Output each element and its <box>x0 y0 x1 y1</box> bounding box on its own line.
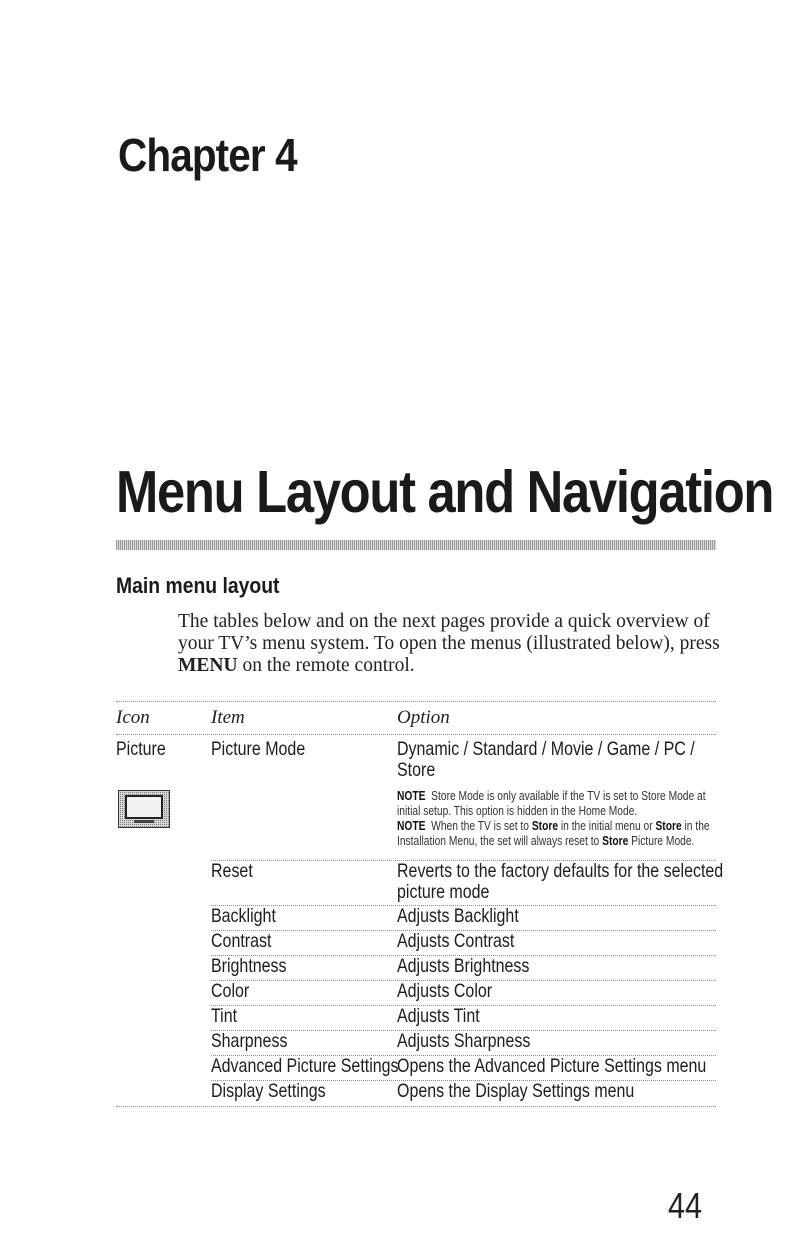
table-row-option: Adjusts Color <box>397 980 493 1002</box>
note-2-text-g: Picture Mode. <box>628 834 695 848</box>
option-reset-2: picture mode <box>397 881 490 903</box>
table-row-option: Opens the Advanced Picture Settings menu <box>397 1055 707 1077</box>
picture-mode-notes <box>397 789 717 849</box>
note-2 <box>397 819 717 849</box>
table-row-option: Adjusts Brightness <box>397 955 530 977</box>
option-picture-mode-2: Store <box>397 759 436 781</box>
table-row-item: Advanced Picture Settings <box>211 1055 399 1077</box>
note-1-text: Store Mode is only available if the TV is set to Store Mode at initial setup. This option is hidden in the Home Mode. <box>397 789 706 818</box>
table-row-item: Brightness <box>211 955 287 977</box>
table-top-rule <box>116 701 716 702</box>
table-row-option: Opens the Display Settings menu <box>397 1080 635 1102</box>
table-row-option: Adjusts Backlight <box>397 905 519 927</box>
note-2-text-c: in the initial menu or <box>558 819 656 833</box>
tv-picture-icon <box>118 790 170 828</box>
note-2-store-3: Store <box>602 834 629 848</box>
header-icon: Icon <box>116 707 150 728</box>
option-reset-1: Reverts to the factory defaults for the selected <box>397 860 724 882</box>
table-row-item: Sharpness <box>211 1030 288 1052</box>
table-row-item: Color <box>211 980 250 1002</box>
chapter-heading: Chapter 4 <box>118 129 297 181</box>
table-row-item: Backlight <box>211 905 276 927</box>
title-rule <box>116 540 716 550</box>
note-2-label: NOTE <box>397 819 426 833</box>
header-option: Option <box>397 707 450 728</box>
note-2-store-1: Store <box>531 819 559 833</box>
note-2-store-2: Store <box>655 819 682 833</box>
header-item: Item <box>211 707 245 728</box>
table-row-option: Adjusts Sharpness <box>397 1030 531 1052</box>
page-title: Menu Layout and Navigation <box>116 459 774 525</box>
table-bottom-rule <box>116 1106 716 1107</box>
table-row-option: Adjusts Tint <box>397 1005 480 1027</box>
note-2-text-a: When the TV is set to <box>431 819 532 833</box>
intro-text-1: The tables below and on the next pages provide a quick overview of your TV’s menu system. To open the menus (illustrated below), press <box>178 611 720 654</box>
table-row-option: Adjusts Contrast <box>397 930 515 952</box>
note-1 <box>397 789 717 819</box>
page-number: 44 <box>668 1185 703 1226</box>
note-1-label: NOTE <box>397 789 426 803</box>
item-picture-mode: Picture Mode <box>211 738 306 760</box>
table-row-item: Display Settings <box>211 1080 326 1102</box>
icon-column-label: Picture <box>116 738 166 760</box>
table-row-item: Tint <box>211 1005 238 1027</box>
section-heading: Main menu layout <box>116 573 280 598</box>
menu-key-label: MENU <box>178 655 238 676</box>
option-picture-mode-1: Dynamic / Standard / Movie / Game / PC / <box>397 738 695 760</box>
table-row-item: Contrast <box>211 930 272 952</box>
item-reset: Reset <box>211 860 253 882</box>
intro-text-2: on the remote control. <box>237 655 415 676</box>
header-rule <box>116 734 716 735</box>
note-2-text-e: in the Installation Menu, the set will always reset to <box>397 819 710 848</box>
intro-paragraph <box>178 611 723 677</box>
